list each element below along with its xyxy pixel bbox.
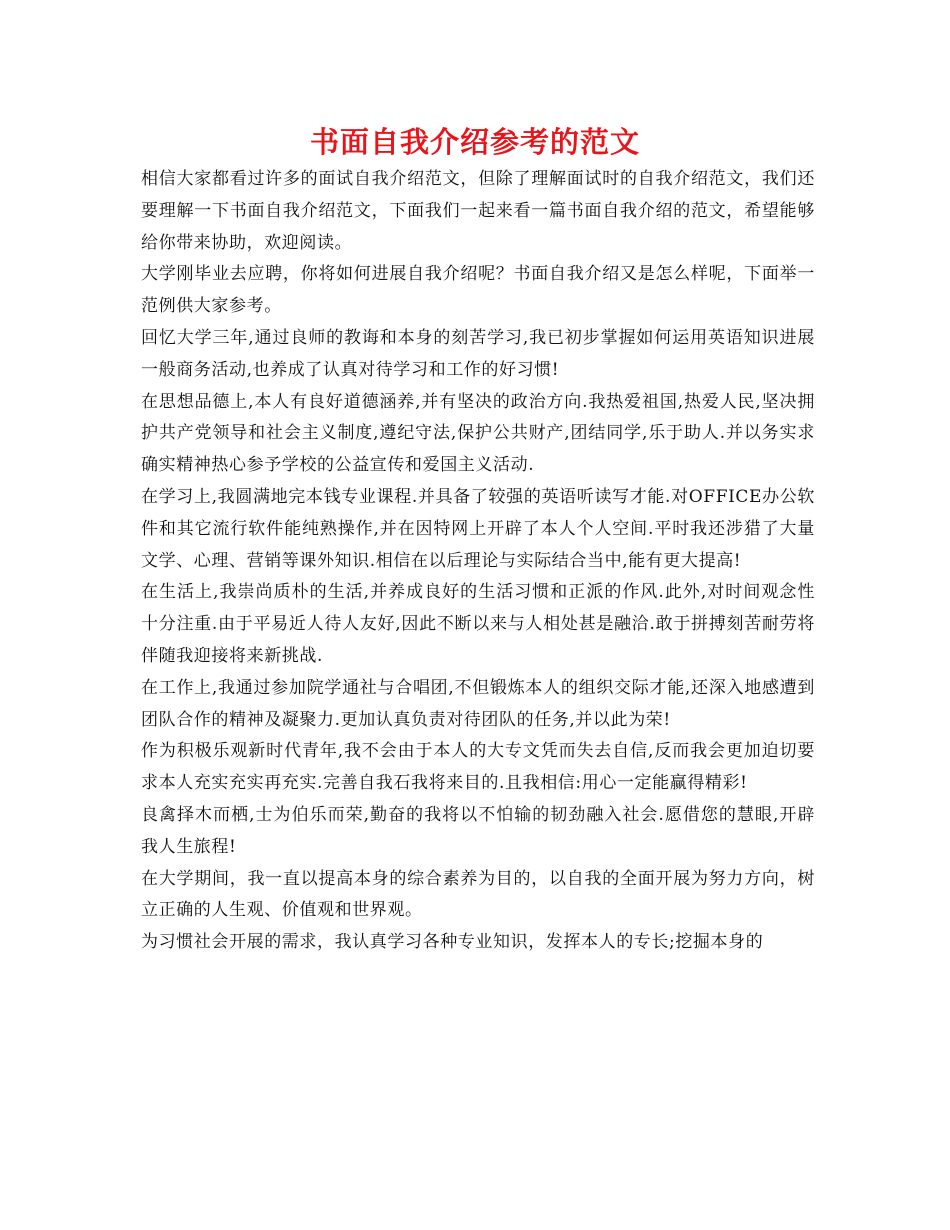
paragraph-9: 良禽择木而栖,士为伯乐而荣,勤奋的我将以不怕输的韧劲融入社会.愿借您的慧眼,开辟我人生旅程! [141, 804, 815, 857]
paragraph-7: 在工作上,我通过参加院学通社与合唱团,不但锻炼本人的组织交际才能,还深入地感遭到团队合作的精神及凝聚力.更加认真负责对待团队的任务,并以此为荣! [141, 677, 815, 730]
paragraph-4: 在思想品德上,本人有良好道德涵养,并有坚决的政治方向.我热爱祖国,热爱人民,坚决拥护共产党领导和社会主义制度,遵纪守法,保护公共财产,团结同学,乐于助人.并以务实求确实精神热心参予学校的公益宣传和爱国主义活动. [141, 391, 815, 476]
paragraph-2: 大学刚毕业去应聘，你将如何进展自我介绍呢？书面自我介绍又是怎么样呢，下面举一范例供大家参考。 [141, 264, 815, 317]
paragraph-5: 在学习上,我圆满地完本钱专业课程.并具备了较强的英语听读写才能.对OFFICE办公软件和其它流行软件能纯熟操作,并在因特网上开辟了本人个人空间.平时我还涉猎了大量文学、心理、营销等课外知识.相信在以后理论与实际结合当中,能有更大提高! [141, 486, 815, 571]
paragraph-8: 作为积极乐观新时代青年,我不会由于本人的大专文凭而失去自信,反而我会更加迫切要求本人充实充实再充实.完善自我石我将来目的.且我相信:用心一定能赢得精彩! [141, 741, 815, 794]
paragraph-6: 在生活上,我崇尚质朴的生活,并养成良好的生活习惯和正派的作风.此外,对时间观念性十分注重.由于平易近人待人友好,因此不断以来与人相处甚是融洽.敢于拼搏刻苦耐劳将伴随我迎接将来新挑战. [141, 582, 815, 666]
document-body [141, 164, 815, 959]
document-title: 书面自我介绍参考的范文 [309, 125, 640, 159]
paragraph-1: 相信大家都看过许多的面试自我介绍范文，但除了理解面试时的自我介绍范文，我们还要理解一下书面自我介绍范文，下面我们一起来看一篇书面自我介绍的范文，希望能够给你带来协助，欢迎阅读。 [141, 169, 815, 253]
paragraph-10: 在大学期间，我一直以提高本身的综合素养为目的，以自我的全面开展为努力方向，树立正确的人生观、价值观和世界观。 [141, 868, 815, 921]
paragraph-11: 为习惯社会开展的需求，我认真学习各种专业知识，发挥本人的专长;挖掘本身的 [141, 932, 764, 953]
paragraph-3: 回忆大学三年,通过良师的教诲和本身的刻苦学习,我已初步掌握如何运用英语知识进展一般商务活动,也养成了认真对待学习和工作的好习惯! [141, 327, 815, 380]
